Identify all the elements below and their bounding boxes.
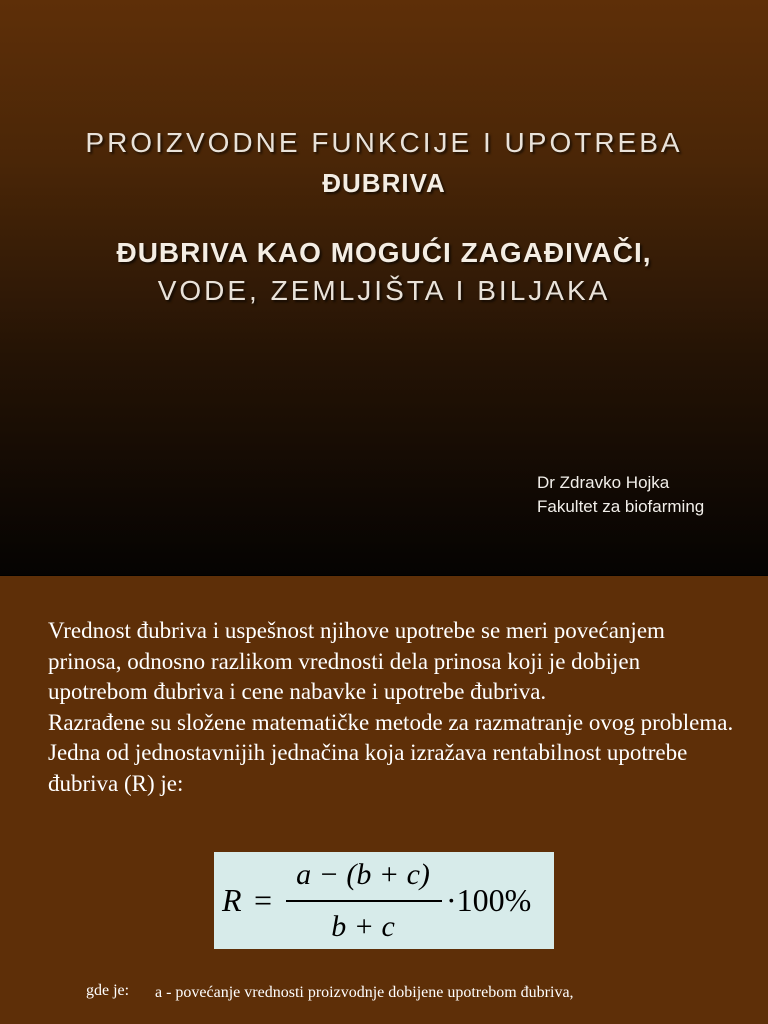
formula-multiplier: ·100% <box>446 882 532 918</box>
formula-lhs: R <box>222 882 242 918</box>
paragraph-2: Razrađene su složene matematičke metode za razmatranje ovog problema. Jedna od jednostavnijih jednačina koja izražava rentabilnost upotrebe đubriva (R) je: <box>48 709 734 796</box>
formula-equals: = <box>254 882 273 918</box>
body-text <box>48 616 738 799</box>
title-line-3: ĐUBRIVA KAO MOGUĆI ZAGAĐIVAČI, <box>116 237 652 268</box>
legend-label: gde je: <box>86 982 130 999</box>
author-block <box>537 471 704 519</box>
paragraph-1: Vrednost đubriva i uspešnost njihove upotrebe se meri povećanjem prinosa, odnosno razlikom vrednosti dela prinosa koji je dobijen upotrebom đubriva i cene nabavke i upotrebe đubriva. <box>48 618 665 704</box>
formula-fraction-bar <box>286 900 442 902</box>
legend-definition-a: a - povećanje vrednosti proizvodnje dobijene upotrebom đubriva, <box>155 984 574 1001</box>
title-line-2: ĐUBRIVA <box>322 168 446 198</box>
title-line-4: VODE, ZEMLJIŠTA I BILJAKA <box>157 275 611 306</box>
formula-denominator: b + c <box>331 910 395 943</box>
title-line-1: PROIZVODNE FUNKCIJE I UPOTREBA <box>85 127 683 158</box>
author-affiliation: Fakultet za biofarming <box>537 497 705 516</box>
author-name: Dr Zdravko Hojka <box>537 473 670 492</box>
formula-box <box>214 852 554 949</box>
formula-numerator: a − (b + c) <box>296 858 430 891</box>
